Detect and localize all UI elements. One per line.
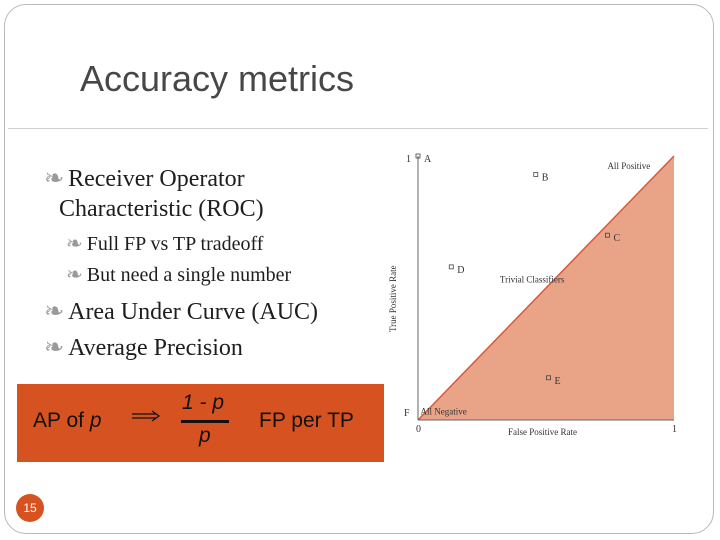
- bullet-text: Average Precision: [68, 335, 243, 361]
- title-divider: [8, 128, 708, 129]
- formula-denominator: p: [199, 424, 211, 447]
- bullet-marker-icon: ❧: [66, 262, 83, 286]
- roc-annotation: Trivial Classifiers: [499, 274, 565, 285]
- roc-point-label: B: [541, 172, 549, 184]
- bullet-item: [59, 196, 264, 223]
- formula-left-text: AP of: [33, 409, 90, 432]
- y-tick-label: 1: [406, 154, 411, 165]
- sub-bullet-item: [66, 231, 263, 256]
- formula-numerator: 1 - p: [182, 391, 225, 414]
- bullet-marker-icon: ❧: [44, 297, 65, 325]
- x-tick-label: 1: [672, 424, 677, 435]
- bullet-text: Receiver Operator: [68, 166, 245, 192]
- page-number-badge: 15: [16, 494, 44, 522]
- bullet-text: But need a single number: [86, 264, 292, 286]
- sub-bullet-item: [66, 262, 291, 287]
- x-tick-label: 0: [416, 424, 421, 435]
- slide-title: Accuracy metrics: [80, 58, 355, 99]
- roc-annotation: All Positive: [607, 161, 651, 172]
- bullet-item: [44, 164, 245, 193]
- y-tick-label: F: [404, 408, 410, 419]
- y-axis-label: True Positive Rate: [388, 265, 398, 332]
- formula-left-variable: p: [89, 409, 102, 432]
- bullet-marker-icon: ❧: [44, 333, 65, 361]
- bullet-text: Area Under Curve (AUC): [68, 299, 319, 325]
- bullet-item: [44, 333, 243, 362]
- bullet-marker-icon: ❧: [66, 231, 83, 255]
- roc-annotation: All Negative: [420, 406, 467, 417]
- bullet-text: Characteristic (ROC): [59, 196, 264, 222]
- bullet-text: Full FP vs TP tradeoff: [86, 233, 264, 255]
- roc-point-label: E: [554, 375, 561, 387]
- formula-left: [33, 409, 102, 433]
- implies-arrow-icon: [131, 410, 161, 422]
- fraction-bar: [181, 420, 229, 423]
- x-axis-label: False Positive Rate: [508, 427, 577, 437]
- bullet-item: [44, 297, 318, 326]
- bullet-marker-icon: ❧: [44, 164, 65, 192]
- roc-point-label: D: [457, 264, 465, 276]
- roc-point-marker: [534, 172, 538, 176]
- roc-chart: [384, 150, 690, 440]
- roc-point-label: C: [613, 233, 621, 245]
- formula-right: FP per TP: [259, 409, 354, 432]
- roc-point-label: A: [424, 154, 432, 165]
- roc-point-marker: [449, 265, 453, 269]
